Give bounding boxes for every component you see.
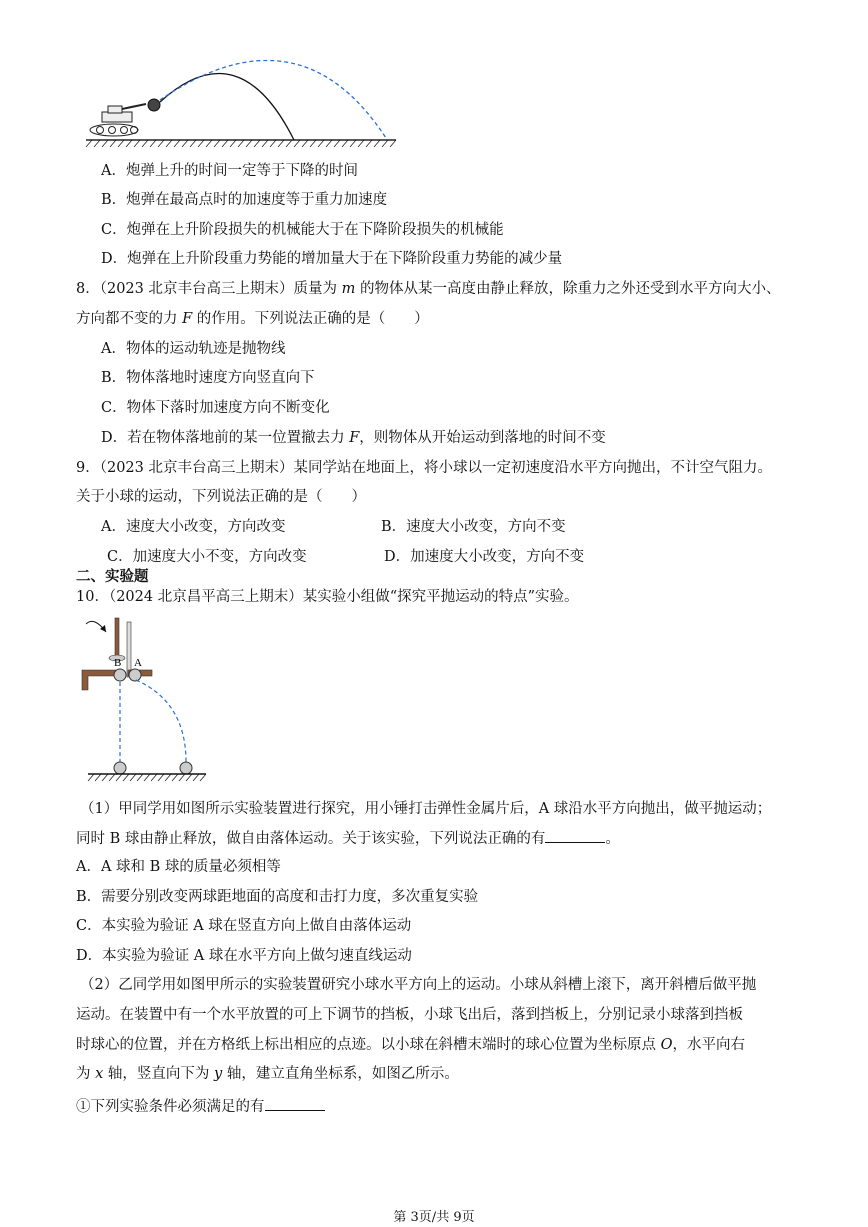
hatch-line <box>366 140 372 147</box>
q10-part2-line2: 运动。在装置中有一个水平放置的可上下调节的挡板，小球飞出后，落到挡板上，分别记录小球落到挡板 <box>76 1007 743 1023</box>
support-post <box>127 622 131 677</box>
hatch-line <box>342 140 348 147</box>
hatch-line <box>118 140 124 147</box>
hatch-line <box>182 140 188 147</box>
q7-option-d: D．炮弹在上升阶段重力势能的增加量大于在下降阶段重力势能的减少量 <box>101 251 563 267</box>
hatch-line <box>134 140 140 147</box>
hatch-line <box>174 140 180 147</box>
q9-stem-line2: 关于小球的运动，下列说法正确的是（ ） <box>76 489 366 505</box>
ball-b-landing <box>114 762 126 774</box>
section-heading-experiment: 二、实验题 <box>76 568 149 585</box>
hatch-line <box>130 774 136 781</box>
q10-part2-line1: （2）乙同学用如图甲所示的实验装置研究小球水平方向上的运动。小球从斜槽上滚下，离开斜槽后做平抛 <box>80 977 757 993</box>
hatch-line <box>334 140 340 147</box>
hatch-line <box>142 140 148 147</box>
q8-option-a: A．物体的运动轨迹是抛物线 <box>101 341 286 357</box>
q8-option-d: D．若在物体落地前的某一位置撤去力 F，则物体从开始运动到落地的时间不变 <box>101 430 606 446</box>
hatch-line <box>206 140 212 147</box>
shell-ball <box>148 99 160 111</box>
hatch-line <box>158 774 164 781</box>
hatch-line <box>230 140 236 147</box>
page-footer: 第 3页/共 9页 <box>393 1210 475 1225</box>
hammer-handle <box>115 618 119 656</box>
hatch-line <box>172 774 178 781</box>
hatch-line <box>116 774 122 781</box>
hatch-line <box>318 140 324 147</box>
hatch-line <box>190 140 196 147</box>
hatch-line <box>390 140 396 147</box>
hatch-line <box>102 140 108 147</box>
q7-option-a: A．炮弹上升的时间一定等于下降的时间 <box>101 163 358 179</box>
hatch-line <box>254 140 260 147</box>
answer-blank-2[interactable] <box>265 1096 325 1111</box>
q9-option-d: D．加速度大小改变，方向不变 <box>384 549 585 565</box>
ball-b <box>114 669 126 681</box>
hatch-line <box>382 140 388 147</box>
hatch-line <box>95 774 101 781</box>
hatch-line <box>270 140 276 147</box>
q10-part2-line4: 为 x 轴，竖直向下为 y 轴，建立直角坐标系，如图乙所示。 <box>76 1066 459 1082</box>
hatch-line <box>165 774 171 781</box>
q9-option-a: A．速度大小改变，方向改变 <box>101 519 286 535</box>
hatch-line <box>222 140 228 147</box>
ball-a <box>129 669 141 681</box>
hatch-line <box>238 140 244 147</box>
q10-option-c: C．本实验为验证 A 球在竖直方向上做自由落体运动 <box>76 918 412 934</box>
ball-b-label: B <box>114 657 122 669</box>
cannon-icon <box>90 104 146 136</box>
hatch-line <box>198 140 204 147</box>
hatch-line <box>137 774 143 781</box>
hatch-line <box>150 140 156 147</box>
hatch-line <box>193 774 199 781</box>
q10-sub1: ①下列实验条件必须满足的有 <box>76 1096 325 1117</box>
hatch-line <box>262 140 268 147</box>
q9-stem-line1: 9．（2023 北京丰台高三上期末）某同学站在地面上，将小球以一定初速度沿水平方向抛出，不计空气阻力。 <box>76 460 772 476</box>
hatch-line <box>110 140 116 147</box>
hatch-line <box>186 774 192 781</box>
hatch-line <box>144 774 150 781</box>
hatch-line <box>374 140 380 147</box>
hatch-line <box>126 140 132 147</box>
hatch-line <box>88 774 94 781</box>
hatch-line <box>200 774 206 781</box>
hatch-line <box>286 140 292 147</box>
actual-trajectory <box>160 74 294 140</box>
hatch-line <box>179 774 185 781</box>
hatch-line <box>86 140 92 147</box>
q10-option-d: D．本实验为验证 A 球在水平方向上做匀速直线运动 <box>76 948 412 964</box>
hatch-line <box>278 140 284 147</box>
hatch-line <box>310 140 316 147</box>
hatch-line <box>358 140 364 147</box>
hatch-line <box>214 140 220 147</box>
q8-option-b: B．物体落地时速度方向竖直向下 <box>101 370 315 386</box>
hatch-line <box>166 140 172 147</box>
hatch-line <box>123 774 129 781</box>
q7-option-b: B．炮弹在最高点时的加速度等于重力加速度 <box>101 192 388 208</box>
q8-option-c: C．物体下落时加速度方向不断变化 <box>101 400 330 416</box>
q9-option-b: B．速度大小改变，方向不变 <box>381 519 566 535</box>
q8-stem-line1: 8．（2023 北京丰台高三上期末）质量为 m 的物体从某一高度由静止释放，除重力之外还受到水平方向大小、 <box>76 281 781 297</box>
projectile-apparatus-figure <box>80 612 210 784</box>
projectile-path <box>136 680 186 762</box>
platform <box>82 670 116 690</box>
hatch-line <box>102 774 108 781</box>
q7-option-c: C．炮弹在上升阶段损失的机械能大于在下降阶段损失的机械能 <box>101 222 504 238</box>
q10-part1-line1: （1）甲同学用如图所示实验装置进行探究，用小锤打击弹性金属片后，A 球沿水平方向抛出，做平抛运动； <box>80 801 772 817</box>
q10-option-b: B．需要分别改变两球距地面的高度和击打力度，多次重复实验 <box>76 889 479 905</box>
hatch-line <box>302 140 308 147</box>
q10-part2-line3: 时球心的位置，并在方格纸上标出相应的点迹。以小球在斜槽末端时的球心位置为坐标原点 O，水平向右 <box>76 1037 745 1053</box>
hatch-line <box>326 140 332 147</box>
hatch-line <box>350 140 356 147</box>
cannon-trajectory-figure <box>84 60 400 152</box>
q10-part1-line2: 同时 B 球由静止释放，做自由落体运动。关于该实验，下列说法正确的有 。 <box>76 828 620 849</box>
answer-blank[interactable] <box>545 828 605 843</box>
hatch-line <box>158 140 164 147</box>
q8-stem-line2: 方向都不变的力 F 的作用。下列说法正确的是（ ） <box>76 311 429 327</box>
hatch-line <box>94 140 100 147</box>
hatch-line <box>109 774 115 781</box>
hatch-line <box>294 140 300 147</box>
q10-stem: 10．（2024 北京昌平高三上期末）某实验小组做“探究平抛运动的特点”实验。 <box>76 589 579 605</box>
ball-a-landing <box>180 762 192 774</box>
q9-option-c: C．加速度大小不变，方向改变 <box>107 549 307 565</box>
ideal-trajectory <box>160 60 386 138</box>
q10-option-a: A．A 球和 B 球的质量必须相等 <box>76 859 281 875</box>
hatch-line <box>246 140 252 147</box>
ball-a-label: A <box>134 657 142 669</box>
hatch-line <box>151 774 157 781</box>
